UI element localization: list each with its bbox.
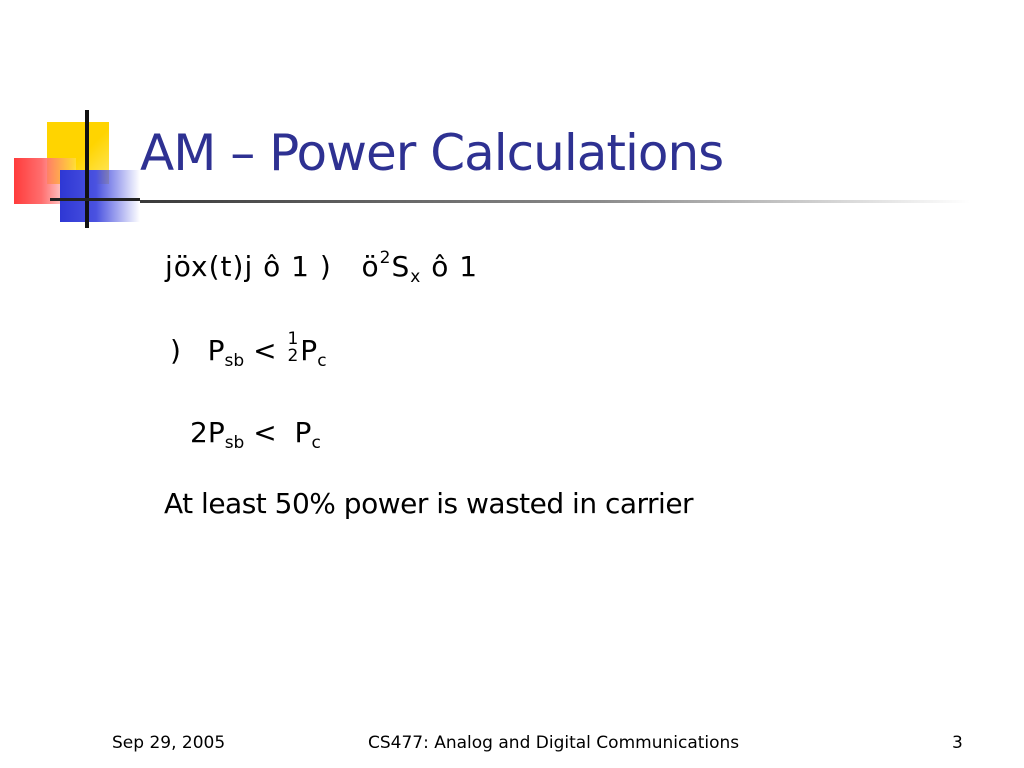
slide-logo-decoration	[0, 0, 160, 240]
equation-1-lhs: jöx(t)j ô 1 )	[165, 250, 332, 283]
equation-2-relation: <	[253, 334, 277, 367]
equation-1-mid: ö	[361, 250, 380, 283]
equation-3-coef-p: 2P	[190, 416, 225, 449]
equation-2-implies: )	[170, 334, 181, 367]
equation-1	[165, 248, 479, 287]
equation-1-s: S	[391, 250, 411, 283]
equation-3-p-subscript: sb	[224, 433, 245, 453]
fraction-denominator: 2	[287, 346, 299, 366]
equation-2-p2-subscript: c	[317, 351, 327, 371]
logo-horizontal-line	[50, 198, 140, 201]
equation-1-s-subscript: x	[410, 267, 422, 287]
equation-2-fraction	[287, 331, 298, 365]
footer-course-title: CS477: Analog and Digital Communications	[368, 733, 740, 753]
conclusion-text: At least 50% power is wasted in carrier	[164, 487, 694, 520]
footer-page-number: 3	[952, 733, 963, 753]
equation-3	[190, 416, 321, 453]
title-underline	[140, 200, 970, 203]
equation-1-rhs: ô 1	[431, 250, 479, 283]
logo-blue-square	[60, 170, 140, 222]
equation-2	[170, 329, 327, 371]
fraction-numerator: 1	[287, 329, 299, 349]
slide-title: AM – Power Calculations	[140, 124, 724, 182]
logo-vertical-line	[85, 110, 89, 228]
equation-3-p2-subscript: c	[311, 433, 321, 453]
equation-3-p2: P	[294, 416, 312, 449]
equation-2-p: P	[207, 334, 225, 367]
equation-1-exponent: 2	[379, 248, 392, 268]
footer-date: Sep 29, 2005	[112, 733, 226, 753]
equation-3-relation: <	[253, 416, 277, 449]
equation-2-p2: P	[300, 334, 318, 367]
equation-2-p-subscript: sb	[224, 351, 245, 371]
